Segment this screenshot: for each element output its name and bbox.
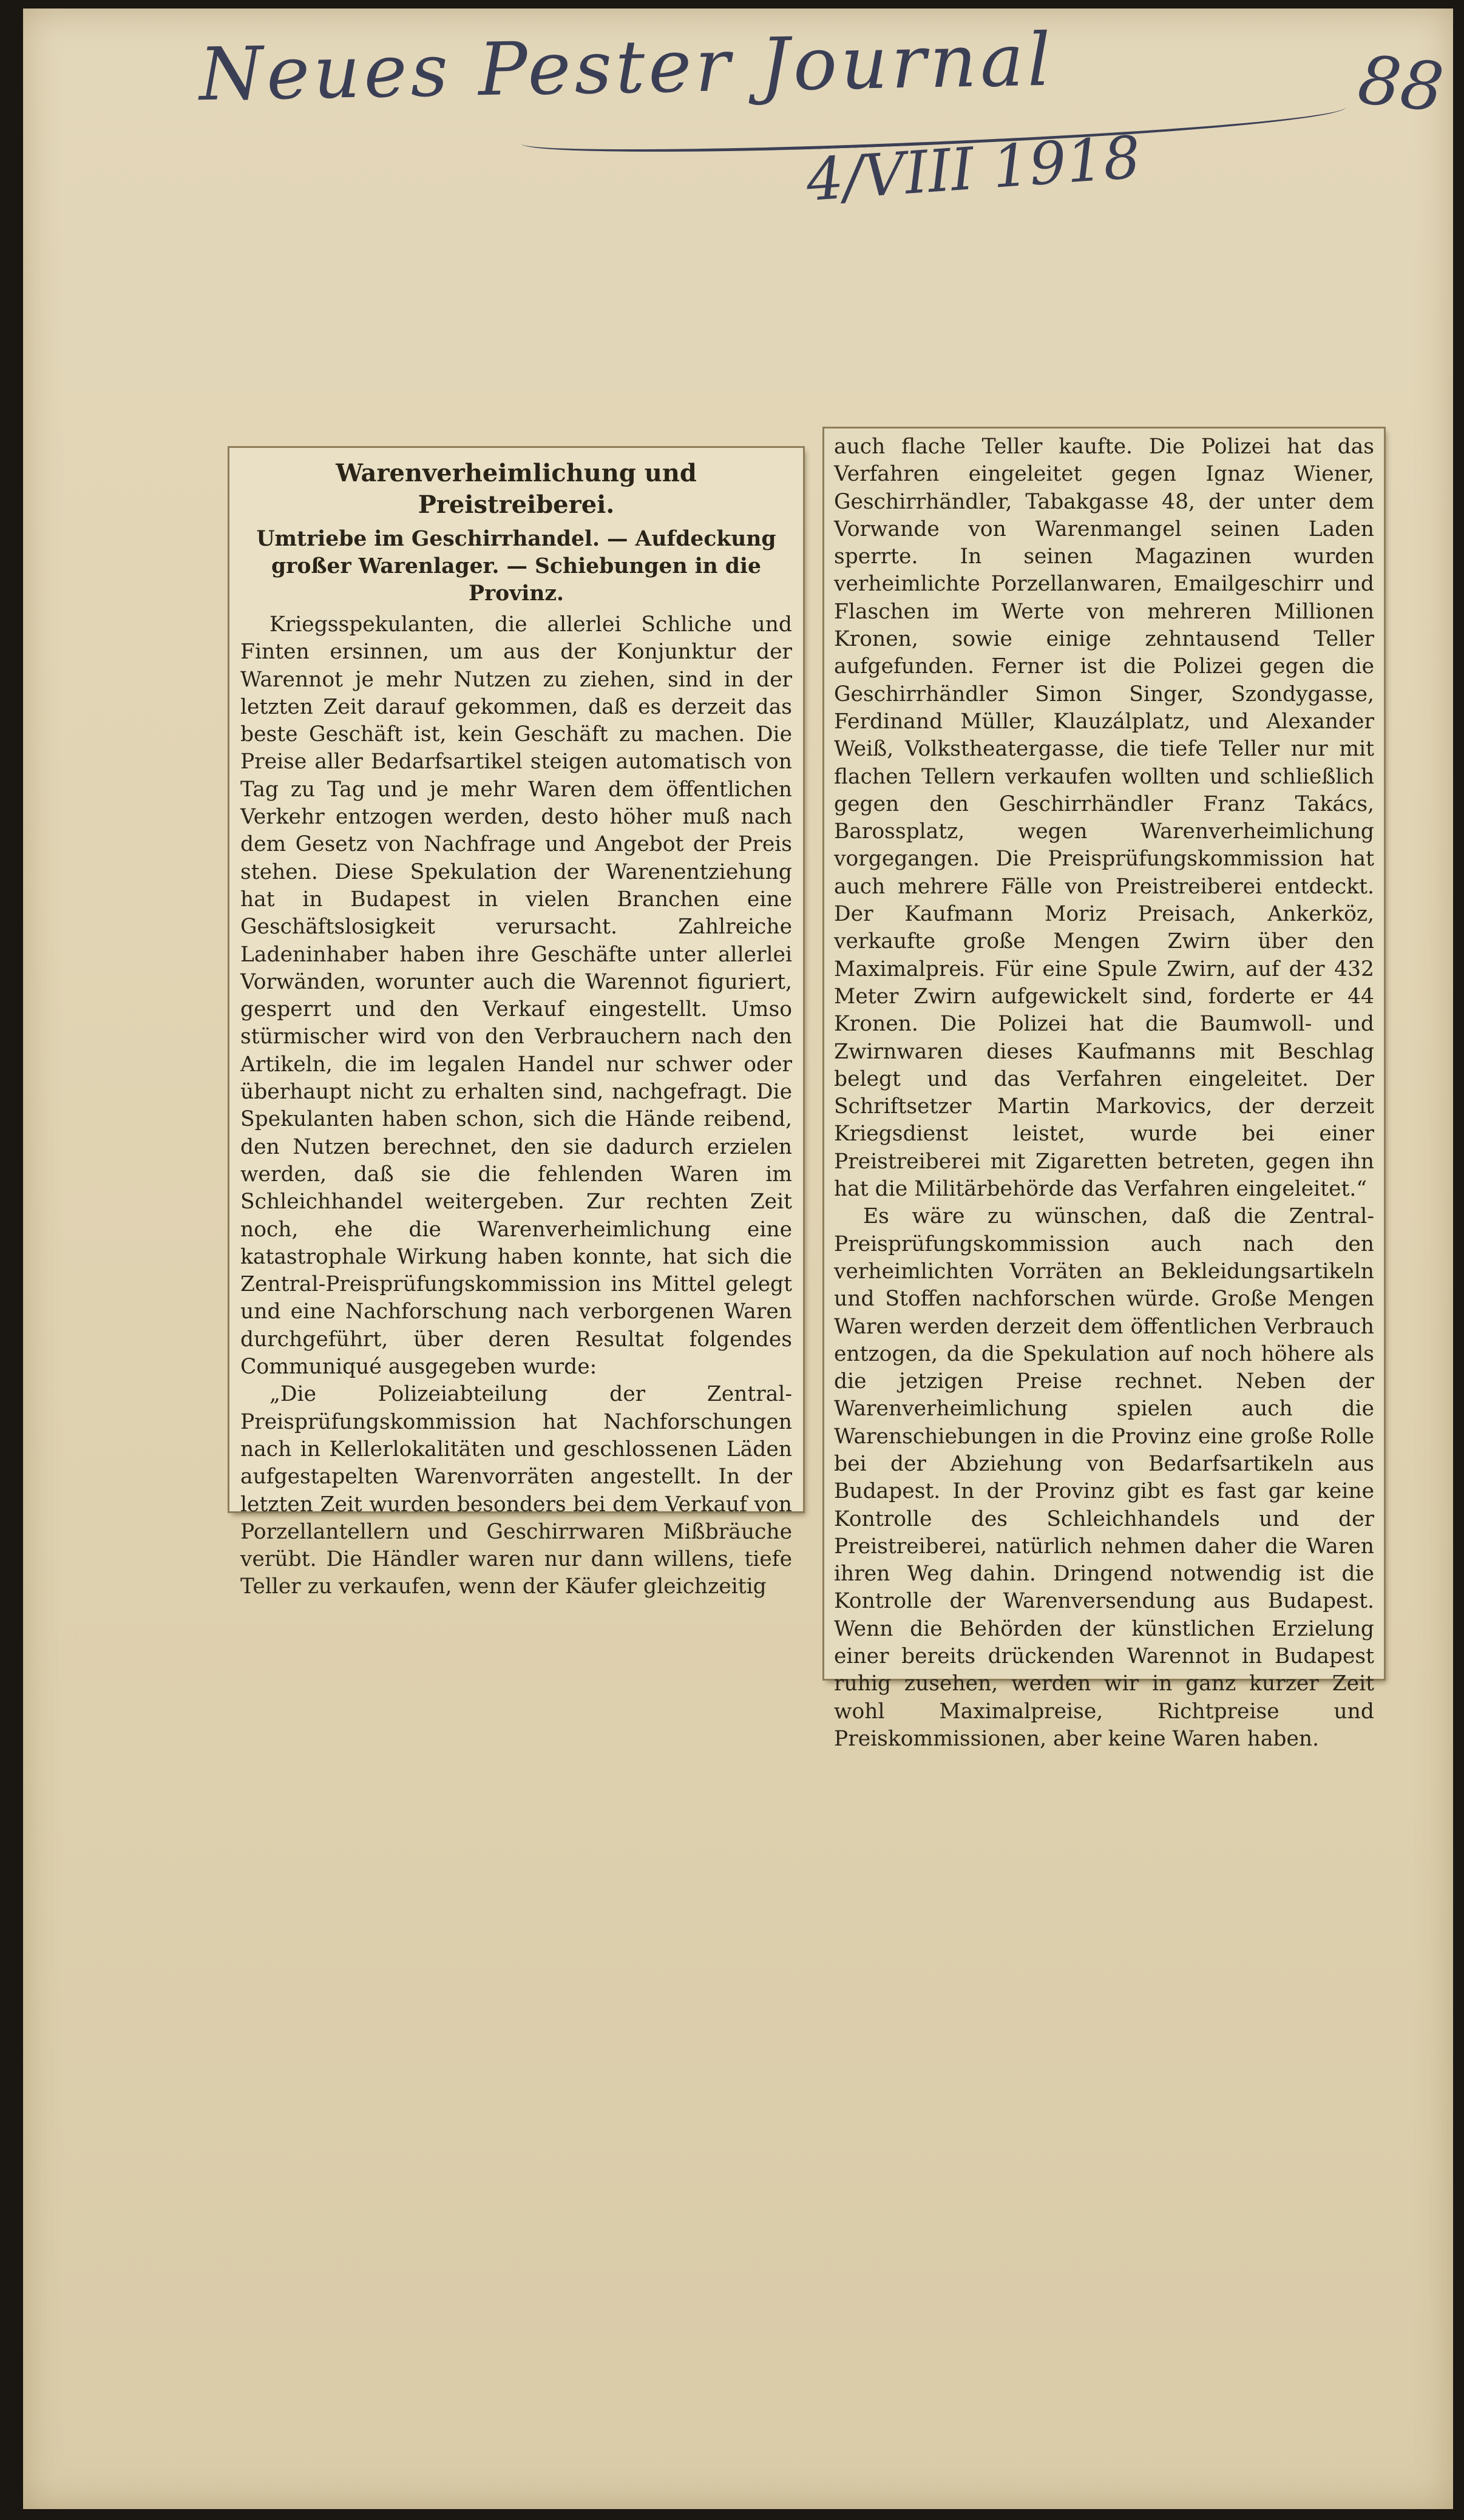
- paragraph: auch flache Teller kaufte. Die Polizei hat das Verfahren eingeleitet gegen Ignaz Wiener, Geschirrhändler, Tabakgasse 48, der unter dem Vorwande von Warenmangel seinen Laden sperrte. In seinen Magazinen wurden verheimlichte Porzellanwaren, Emailgeschirr und Flaschen im Werte von mehreren Millionen Kronen, sowie einige zehntausend Teller aufgefunden. Ferner ist die Polizei gegen die Geschirrhändler Simon Singer, Szondygasse, Ferdinand Müller, Klauzálplatz, und Alexander Weiß, Volkstheatergasse, die tiefe Teller nur mit flachen Tellern verkaufen wollten und schließlich gegen den Geschirrhändler Franz Takács, Barossplatz, wegen Warenverheimlichung vorgegangen. Die Preisprüfungskommission hat auch mehrere Fälle von Preistreiberei entdeckt. Der Kaufmann Moriz Preisach, Ankerköz, verkaufte große Mengen Zwirn über den Maximalpreis. Für eine Spule Zwirn, auf der 432 Meter Zwirn aufgewickelt sind, forderte er 44 Kronen. Die Polizei hat die Baumwoll- und Zwirnwaren dieses Kaufmanns mit Beschlag belegt und das Verfahren eingeleitet. Der Schriftsetzer Martin Markovics, der derzeit Kriegsdienst leistet, wurde bei einer Preistreiberei mit Zigaretten betreten, gegen ihn hat die Militärbehörde das Verfahren eingeleitet.“: [834, 435, 1374, 1202]
- article-headline: Warenverheimlichung und Preistreiberei.: [336, 459, 697, 519]
- clipping-left-column: [229, 448, 803, 1599]
- left-column-body: [240, 611, 792, 1601]
- right-column-body: [834, 433, 1374, 1753]
- paragraph: „Die Polizeiabteilung der Zentral-Preisprüfungskommission hat Nachforschungen nach in Kellerlokalitäten und geschlossenen Läden aufgestapelten Warenvorräten angestellt. In der letzten Zeit wurden besonders bei dem Verkauf von Porzellantellern und Geschirrwaren Mißbräuche verübt. Die Händler waren nur dann willens, tiefe Teller zu verkaufen, wenn der Käufer gleichzeitig: [240, 1382, 792, 1599]
- article-subheadline: Umtriebe im Geschirrhandel. — Aufdeckung großer Warenlager. — Schiebungen in die Provinz.: [256, 527, 776, 606]
- handwritten-newspaper-title: Neues Pester Journal: [198, 18, 1056, 118]
- handwritten-page-number: 88: [1354, 41, 1448, 127]
- paragraph: Kriegsspekulanten, die allerlei Schliche und Finten ersinnen, um aus der Konjunktur der Warennot je mehr Nutzen zu ziehen, sind in der letzten Zeit darauf gekommen, daß es derzeit das beste Geschäft ist, kein Geschäft zu machen. Die Preise aller Bedarfsartikel steigen automatisch von Tag zu Tag und je mehr Waren dem öffentlichen Verkehr entzogen werden, desto höher muß nach dem Gesetz von Nachfrage und Angebot der Preis stehen. Diese Spekulation der Warenentziehung hat in Budapest in vielen Branchen eine Geschäftslosigkeit verursacht. Zahlreiche Ladeninhaber haben ihre Geschäfte unter allerlei Vorwänden, worunter auch die Warennot figuriert, gesperrt und den Verkauf eingestellt. Umso stürmischer wird von den Verbrauchern nach den Artikeln, die im legalen Handel nur schwer oder überhaupt nicht zu erhalten sind, nachgefragt. Die Spekulanten haben schon, sich die Hände reibend, den Nutzen berechnet, den sie dadurch erzielen werden, daß sie die fehlenden Waren im Schleichhandel weitergeben. Zur rechten Zeit noch, ehe die Warenverheimlichung eine katastrophale Wirkung haben konnte, hat sich die Zentral-Preisprüfungskommission ins Mittel gelegt und eine Nachforschung nach verborgenen Waren durchgeführt, über deren Resultat folgendes Communiqué ausgegeben wurde:: [240, 612, 792, 1380]
- clipping-right-column: [824, 428, 1384, 1751]
- handwritten-date: 4/VIII 1918: [804, 123, 1143, 215]
- paragraph: Es wäre zu wünschen, daß die Zentral-Preisprüfungskommission auch nach den verheimlichten Vorräten an Bekleidungsartikeln und Stoffen nachforschen würde. Große Mengen Waren werden derzeit dem öffentlichen Verbrauch entzogen, da die Spekulation auf noch höhere als die jetzigen Preise rechnet. Neben der Warenverheimlichung spielen auch die Warenschiebungen in die Provinz eine große Rolle bei der Abziehung von Bedarfsartikeln aus Budapest. In der Provinz gibt es fast gar keine Kontrolle des Schleichhandels und der Preistreiberei, natürlich nehmen daher die Waren ihren Weg dahin. Dringend notwendig ist die Kontrolle der Warenversendung aus Budapest. Wenn die Behörden der künstlichen Erzielung einer bereits drückenden Warennot in Budapest ruhig zusehen, werden wir in ganz kurzer Zeit wohl Maximalpreise, Richtpreise und Preiskommissionen, aber keine Waren haben.: [834, 1204, 1374, 1751]
